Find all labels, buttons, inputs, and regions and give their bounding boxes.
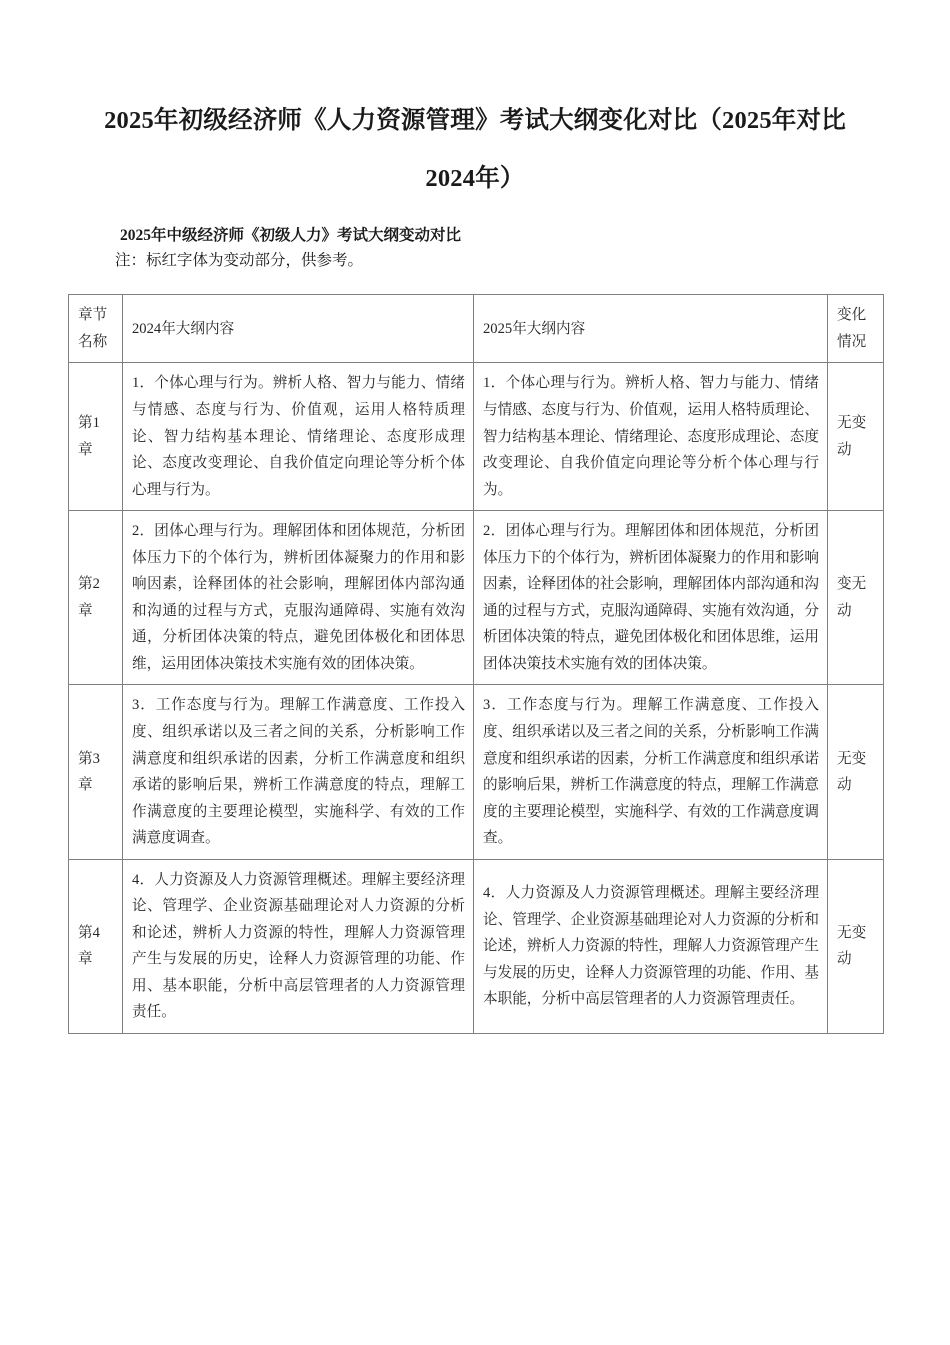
table-row: [69, 363, 884, 511]
cell-change-status: 无变动: [828, 363, 884, 511]
cell-outline-2025: 1．个体心理与行为。辨析人格、智力与能力、情绪与情感、态度与行为、价值观，运用人格特质理论、智力结构基本理论、情绪理论、态度形成理论、态度改变理论、自我价值定向理论等分析个体心理与行为。: [474, 363, 828, 511]
document-note: 注：标红字体为变动部分，供参考。: [115, 252, 364, 270]
cell-chapter: 第2章: [69, 511, 123, 685]
column-header-2025: 2025年大纲内容: [474, 295, 828, 363]
cell-outline-2024: 1．个体心理与行为。辨析人格、智力与能力、情绪与情感、态度与行为、价值观，运用人格特质理论、智力结构基本理论、情绪理论、态度形成理论、态度改变理论、自我价值定向理论等分析个体心理与行为。: [123, 363, 474, 511]
document-subtitle: 2025年中级经济师《初级人力》考试大纲变动对比: [120, 227, 462, 245]
cell-outline-2025: 4．人力资源及人力资源管理概述。理解主要经济理论、管理学、企业资源基础理论对人力资源的分析和论述，辨析人力资源的特性，理解人力资源管理产生与发展的历史，诠释人力资源管理的功能、作用、基本职能，分析中高层管理者的人力资源管理责任。: [474, 859, 828, 1033]
table-header-row: [69, 295, 884, 363]
column-header-change: 变化情况: [828, 295, 884, 363]
cell-outline-2025: 2．团体心理与行为。理解团体和团体规范，分析团体压力下的个体行为，辨析团体凝聚力的作用和影响因素，诠释团体的社会影响，理解团体内部沟通和沟通的过程与方式，克服沟通障碍、实施有效沟通，分析团体决策的特点，避免团体极化和团体思维，运用团体决策技术实施有效的团体决策。: [474, 511, 828, 685]
subtitle-block: [0, 207, 950, 273]
cell-chapter: 第1章: [69, 363, 123, 511]
table-row: [69, 685, 884, 859]
page-title: 2025年初级经济师《人力资源管理》考试大纲变化对比（2025年对比2024年）: [104, 107, 846, 192]
column-header-2024: 2024年大纲内容: [123, 295, 474, 363]
table-row: [69, 859, 884, 1033]
cell-outline-2024: 4．人力资源及人力资源管理概述。理解主要经济理论、管理学、企业资源基础理论对人力资源的分析和论述，辨析人力资源的特性，理解人力资源管理产生与发展的历史，诠释人力资源管理的功能、作用、基本职能，分析中高层管理者的人力资源管理责任。: [123, 859, 474, 1033]
column-header-chapter: 章节名称: [69, 295, 123, 363]
table-row: [69, 511, 884, 685]
cell-change-status: 无变动: [828, 685, 884, 859]
cell-outline-2024: 2．团体心理与行为。理解团体和团体规范，分析团体压力下的个体行为，辨析团体凝聚力的作用和影响因素，诠释团体的社会影响，理解团体内部沟通和沟通的过程与方式，克服沟通障碍、实施有效沟通，分析团体决策的特点，避免团体极化和团体思维，运用团体决策技术实施有效的团体决策。: [123, 511, 474, 685]
cell-outline-2024: 3．工作态度与行为。理解工作满意度、工作投入度、组织承诺以及三者之间的关系，分析影响工作满意度和组织承诺的因素，分析工作满意度和组织承诺的影响后果，辨析工作满意度的特点，理解工作满意度的主要理论模型，实施科学、有效的工作满意度调查。: [123, 685, 474, 859]
comparison-table-wrapper: [0, 273, 950, 1034]
cell-change-status: 无变动: [828, 859, 884, 1033]
cell-chapter: 第4章: [69, 859, 123, 1033]
cell-change-status: 变无动: [828, 511, 884, 685]
cell-outline-2025: 3．工作态度与行为。理解工作满意度、工作投入度、组织承诺以及三者之间的关系，分析影响工作满意度和组织承诺的因素，分析工作满意度和组织承诺的影响后果，辨析工作满意度的特点，理解工作满意度的主要理论模型，实施科学、有效的工作满意度调查。: [474, 685, 828, 859]
outline-comparison-table: [68, 294, 884, 1034]
cell-chapter: 第3章: [69, 685, 123, 859]
